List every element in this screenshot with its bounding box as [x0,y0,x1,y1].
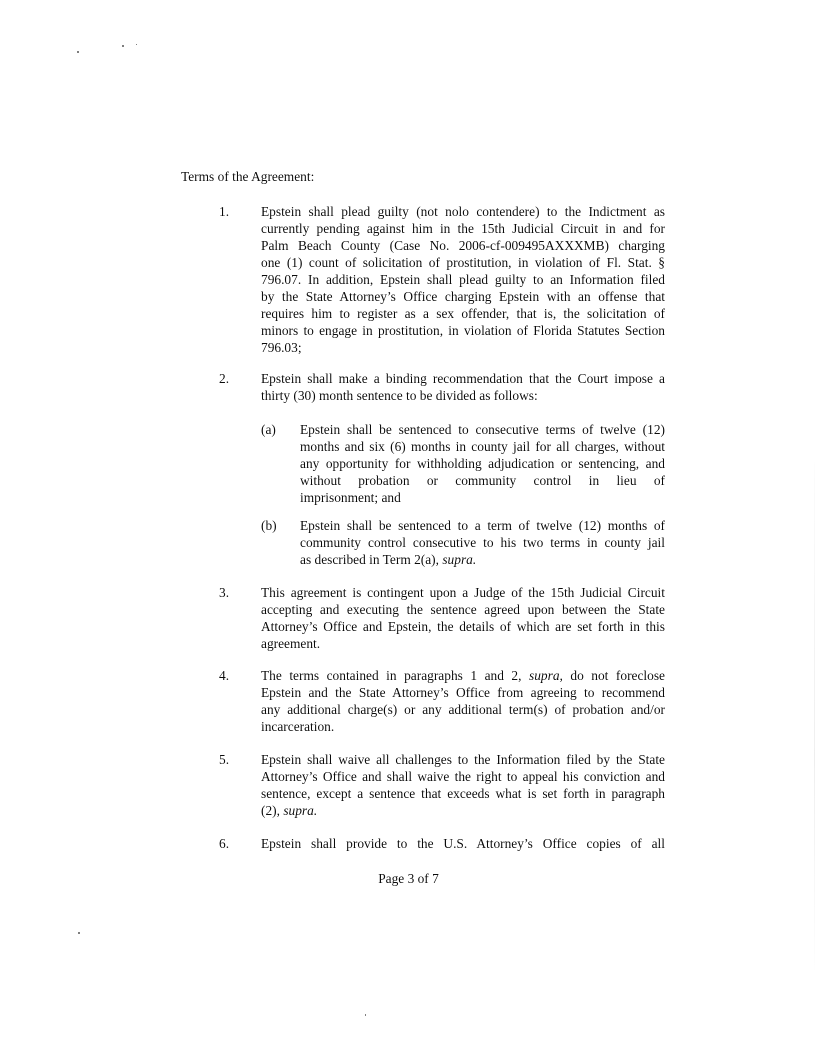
text-line: Epstein shall be sentenced to a term of twelve (12) months of [300,518,665,533]
text-line: any opportunity for withholding adjudication or sentencing, and [300,456,665,471]
text-line [261,802,665,819]
term-number: 5. [219,752,230,767]
text-line: thirty (30) month sentence to be divided as follows: [261,388,538,403]
text-span: (2), [261,803,284,818]
section-heading: Terms of the Agreement: [181,169,315,184]
text-line: Epstein shall plead guilty (not nolo contendere) to the Indictment as [261,204,665,219]
text-line: This agreement is contingent upon a Judge of the 15th Judicial Circuit [261,585,665,600]
term-text [261,203,665,356]
text-line: accepting and executing the sentence agreed upon between the State [261,602,665,617]
term-paragraph-1 [219,203,665,356]
italic-supra: supra, [529,668,563,683]
term-number: 4. [219,668,230,683]
sub-label: (a) [261,422,276,437]
text-line: 796.07. In addition, Epstein shall plead guilty to an Information filed [261,272,665,287]
term-text [261,584,665,652]
term-paragraph-2 [219,370,665,404]
text-span: The terms contained in paragraphs 1 and 2, [261,668,529,683]
text-line: Epstein shall make a binding recommendation that the Court impose a [261,371,665,386]
term-paragraph-5 [219,751,665,819]
text-line: Attorney’s Office and Epstein, the details of which are set forth in this [261,619,665,634]
term-number: 2. [219,371,230,386]
sub-paragraph-a [261,421,665,506]
text-line: one (1) count of solicitation of prostitution, in violation of Fl. Stat. § [261,255,665,270]
scan-edge-line [814,340,815,1040]
scan-speck [365,1014,366,1016]
text-line: agreement. [261,636,321,651]
text-line: sentence, except a sentence that exceeds what is set forth in paragraph [261,786,665,801]
text-line: community control consecutive to his two terms in county jail [300,535,665,550]
text-line: Palm Beach County (Case No. 2006-cf-009495AXXXMB) charging [261,238,665,253]
text-line: without probation or community control in lieu of [300,473,665,488]
text-line: minors to engage in prostitution, in violation of Florida Statutes Section [261,323,665,338]
text-line: Epstein shall waive all challenges to the Information filed by the State [261,752,665,767]
text-line: months and six (6) months in county jail for all charges, without [300,439,665,454]
term-number: 3. [219,585,230,600]
text-line: 796.03; [261,340,302,355]
text-line: requires him to register as a sex offender, that is, the solicitation of [261,306,665,321]
scan-speck [136,44,137,45]
page-number-footer: Page 3 of 7 [378,871,439,886]
term-paragraph-6 [219,835,665,852]
text-line: incarceration. [261,719,335,734]
sub-text [300,421,665,506]
term-text [261,667,665,735]
term-text [261,835,665,852]
scan-speck [77,51,79,53]
italic-supra: supra. [283,803,318,818]
text-span: as described in Term 2(a), [300,552,443,567]
text-line: Epstein and the State Attorney’s Office from agreeing to recommend [261,685,665,700]
text-line: by the State Attorney’s Office charging Epstein with an offense that [261,289,665,304]
text-line: Attorney’s Office and shall waive the right to appeal his conviction and [261,769,665,784]
text-line: imprisonment; and [300,490,401,505]
scan-speck [122,45,124,47]
term-number: 1. [219,204,230,219]
sub-label: (b) [261,518,277,533]
text-line: currently pending against him in the 15th Judicial Circuit in and for [261,221,665,236]
text-line [261,667,665,684]
term-number: 6. [219,836,230,851]
text-line: Epstein shall be sentenced to consecutive terms of twelve (12) [300,422,665,437]
scan-speck [78,932,80,934]
text-line: any additional charge(s) or any additional term(s) of probation and/or [261,702,665,717]
sub-text [300,517,665,568]
text-line [300,551,665,568]
term-text [261,370,665,404]
term-paragraph-3 [219,584,665,652]
italic-supra: supra. [442,552,477,567]
text-span: do not foreclose [562,668,665,683]
text-line: Epstein shall provide to the U.S. Attorney’s Office copies of all [261,836,665,851]
term-paragraph-4 [219,667,665,735]
sub-paragraph-b [261,517,665,568]
term-text [261,751,665,819]
